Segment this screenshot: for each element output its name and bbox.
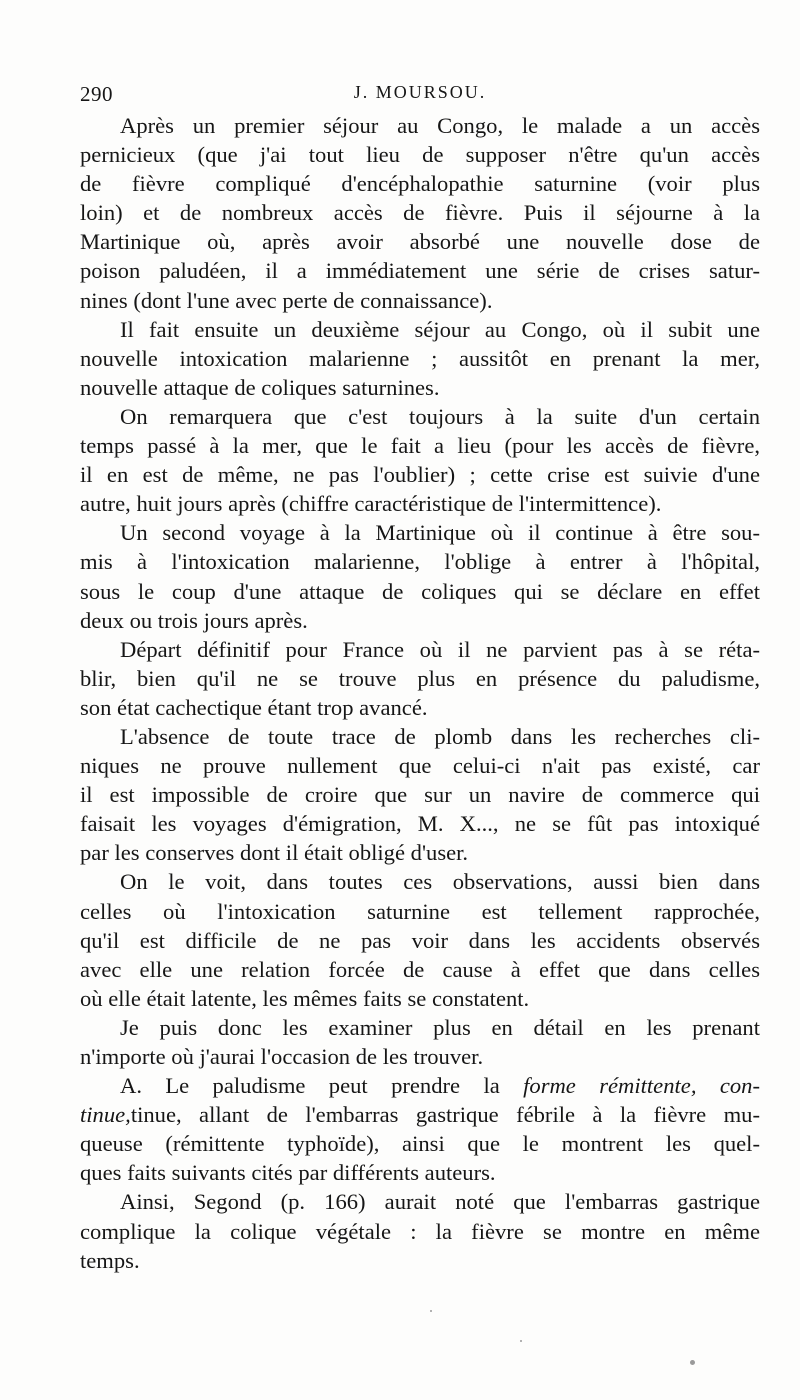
text-line: deux ou trois jours après. (80, 607, 308, 633)
text-line: Martinique où, après avoir absorbé une nouvelle dose de (80, 229, 760, 255)
text-line: nouvelle intoxication malarienne ; aussitôt en prenant la mer, (80, 345, 760, 371)
paragraph (80, 315, 760, 402)
page-header (80, 80, 760, 106)
italic-run: tinue, (80, 1102, 131, 1128)
text-run: tinue, allant de l'embarras gastrique fébrile à la fièvre mu- (130, 1102, 760, 1128)
text-line: poison paludéen, il a immédiatement une série de crises satur- (80, 258, 760, 284)
paragraph (80, 111, 760, 315)
scan-speck (520, 1340, 522, 1342)
text-line: nouvelle attaque de coliques saturnines. (80, 374, 440, 400)
text-line: temps. (80, 1247, 140, 1273)
text-line: Ainsi, Segond (p. 166) aurait noté que l'embarras gastrique (120, 1189, 760, 1215)
text-line: Il fait ensuite un deuxième séjour au Congo, où il subit une (120, 316, 760, 342)
running-head: J. MOURSOU. (353, 82, 487, 102)
text-line: loin) et de nombreux accès de fièvre. Puis il séjourne à la (80, 200, 760, 226)
paragraph (80, 722, 760, 867)
text-line: L'absence de toute trace de plomb dans les recherches cli- (120, 723, 760, 749)
text-line: Un second voyage à la Martinique où il continue à être sou- (120, 520, 760, 546)
text-line: avec elle une relation forcée de cause à effet que dans celles (80, 956, 760, 982)
text-line: temps passé à la mer, que le fait a lieu (pour les accès de fièvre, (80, 433, 760, 459)
text-line (80, 1071, 760, 1100)
paragraph (80, 1187, 760, 1274)
text-line: sous le coup d'une attaque de coliques qui se déclare en effet (80, 578, 760, 604)
text-line: où elle était latente, les mêmes faits se constatent. (80, 985, 530, 1011)
text-line: nines (dont l'une avec perte de connaissance). (80, 287, 493, 313)
scan-speck (690, 1360, 695, 1365)
text-line: pernicieux (que j'ai tout lieu de supposer n'être qu'un accès (80, 142, 760, 168)
text-line: il en est de même, ne pas l'oublier) ; cette crise est suivie d'une (80, 462, 760, 488)
paragraph (80, 635, 760, 722)
text-line: On remarquera que c'est toujours à la suite d'un certain (120, 403, 760, 429)
text-run: A. Le paludisme peut prendre la (120, 1073, 524, 1099)
text-line: blir, bien qu'il ne se trouve plus en présence du paludisme, (80, 665, 760, 691)
scan-speck (430, 1310, 432, 1312)
italic-run: forme rémittente, con- (523, 1073, 760, 1099)
text-line: faisait les voyages d'émigration, M. X..., ne se fût pas intoxiqué (80, 811, 760, 837)
text-line: n'importe où j'aurai l'occasion de les trouver. (80, 1044, 484, 1069)
text-line: Départ définitif pour France où il ne parvient pas à se réta- (120, 636, 760, 662)
text-line: Je puis donc les examiner plus en détail en les prenant (120, 1014, 760, 1040)
text-line: complique la colique végétale : la fièvre se montre en même (80, 1218, 760, 1244)
text-line: celles où l'intoxication saturnine est tellement rapprochée, (80, 898, 760, 924)
text-line: queuse (rémittente typhoïde), ainsi que le montrent les quel- (80, 1131, 760, 1157)
body-text (80, 111, 760, 1275)
text-line: son état cachectique étant trop avancé. (80, 694, 428, 720)
text-line: par les conserves dont il était obligé d'user. (80, 840, 469, 866)
text-line (80, 1100, 760, 1129)
text-line: de fièvre compliqué d'encéphalopathie saturnine (voir plus (80, 171, 760, 197)
text-line: autre, huit jours après (chiffre caractéristique de l'intermittence). (80, 491, 662, 517)
text-line: qu'il est difficile de ne pas voir dans les accidents observés (80, 927, 760, 953)
page-number: 290 (80, 82, 113, 106)
text-line: On le voit, dans toutes ces observations, aussi bien dans (120, 869, 760, 895)
paragraph (80, 402, 760, 518)
paragraph (80, 1071, 760, 1187)
text-line: niques ne prouve nullement que celui-ci n'ait pas existé, car (80, 753, 760, 779)
paragraph (80, 518, 760, 634)
text-line: mis à l'intoxication malarienne, l'oblige à entrer à l'hôpital, (80, 549, 760, 575)
paragraph (80, 867, 760, 1012)
text-line: il est impossible de croire que sur un navire de commerce qui (80, 782, 760, 808)
paragraph (80, 1013, 760, 1071)
text-line: Après un premier séjour au Congo, le malade a un accès (120, 113, 760, 138)
text-line: ques faits suivants cités par différents auteurs. (80, 1160, 496, 1186)
